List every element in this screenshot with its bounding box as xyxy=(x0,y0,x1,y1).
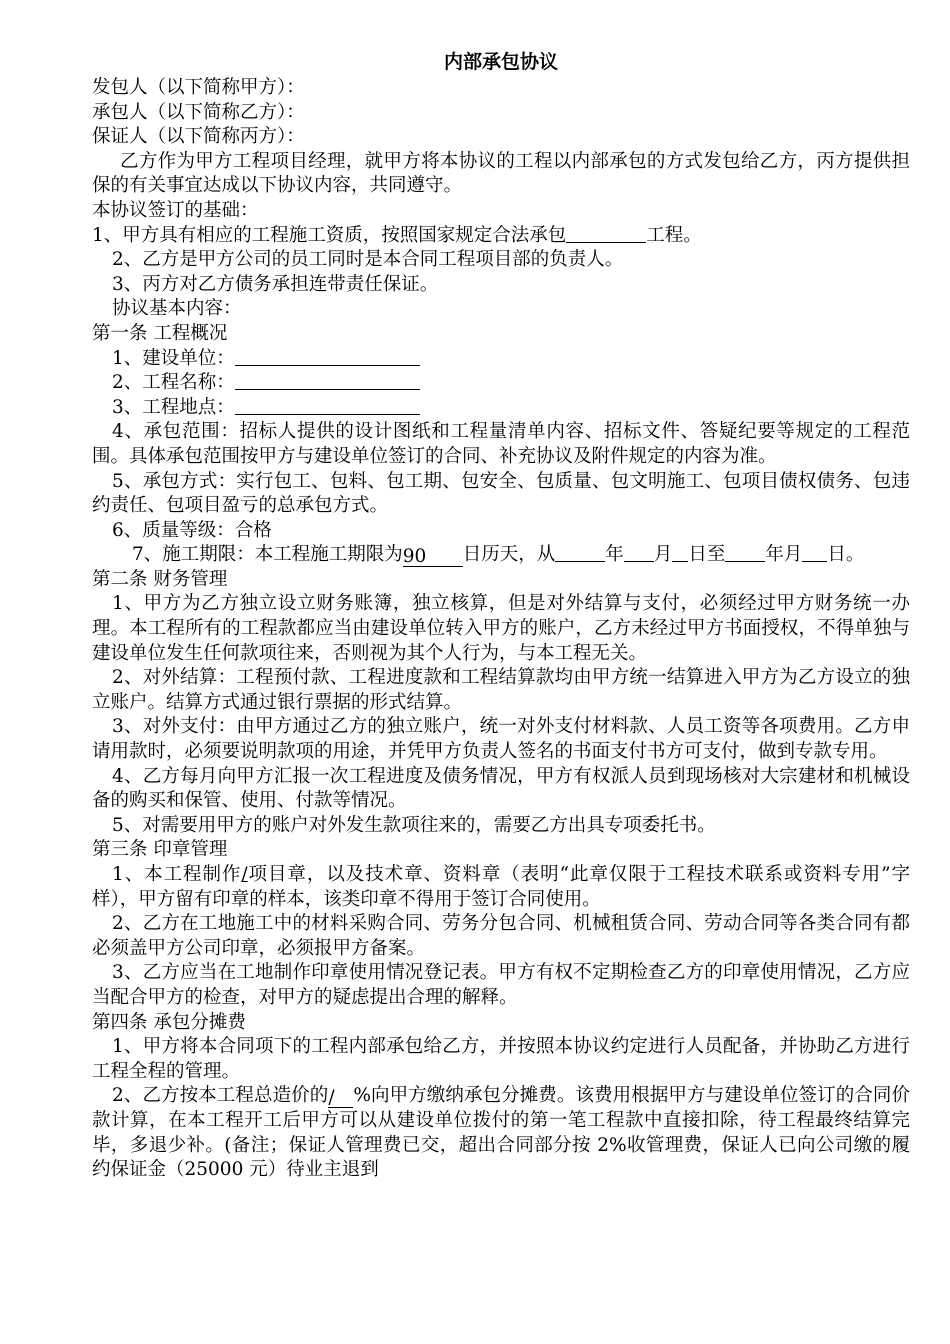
article-3-item-3: 3、乙方应当在工地制作印章使用情况登记表。甲方有权不定期检查乙方的印章使用情况，乙方应当配合甲方的检查，对甲方的疑虑提出合理的解释。 xyxy=(92,962,910,1008)
article-1-heading: 第一条 工程概况 xyxy=(92,322,228,344)
basis-item-1-text: 1、甲方具有相应的工程施工资质，按照国家规定合法承包 xyxy=(92,224,567,246)
start-month-blank xyxy=(624,543,654,562)
end-year-blank xyxy=(725,543,765,562)
article-2-item-2: 2、对外结算：工程预付款、工程进度款和工程结算款均由甲方统一结算进入甲方为乙方设立的独立账户。结算方式通过银行票据的形式结算。 xyxy=(92,667,910,713)
article-3-heading: 第三条 印章管理 xyxy=(92,839,228,861)
basis-item-1 xyxy=(92,224,910,249)
article-1-item-3-label: 3、工程地点： xyxy=(112,396,235,418)
article-1-item-6: 6、质量等级：合格 xyxy=(112,519,272,541)
project-location-blank xyxy=(235,396,420,415)
article-1-item-2-label: 2、工程名称： xyxy=(112,372,235,394)
duration-from-text: 日历天，从 xyxy=(462,544,556,566)
end-day-label: 日。 xyxy=(827,544,865,566)
article-1-item-2 xyxy=(92,371,910,396)
basis-item-2: 2、乙方是甲方公司的员工同时是本合同工程项目部的负责人。 xyxy=(112,249,624,271)
article-3-item-2: 2、乙方在工地施工中的材料采购合同、劳务分包合同、机械租赁合同、劳动合同等各类合同有都必须盖甲方公司印章，必须报甲方备案。 xyxy=(92,913,910,959)
article-1-item-7 xyxy=(92,543,910,568)
article-4-item-1: 1、甲方将本合同项下的工程内部承包给乙方，并按照本协议约定进行人员配备，并协助乙方进行工程全程的管理。 xyxy=(92,1036,910,1082)
seal-text-b: 项目章，以及技术章、资料章（表明“此章仅限于工程技术联系或资料专用”字样），甲方留有印章的样本，该类印章不得用于签订合同使用。 xyxy=(92,864,910,910)
construction-unit-blank xyxy=(235,347,420,366)
seal-text-a: 1、本工程制作 xyxy=(112,864,242,885)
article-1-item-1 xyxy=(92,347,910,372)
article-2-item-5: 5、对需要用甲方的账户对外发生款项往来的，需要乙方出具专项委托书。 xyxy=(112,814,716,836)
end-day-blank xyxy=(802,543,827,562)
article-2-heading: 第二条 财务管理 xyxy=(92,568,228,590)
day-to-label: 日至 xyxy=(688,544,726,566)
document-title: 内部承包协议 xyxy=(443,51,558,73)
end-month-label: 月 xyxy=(783,544,803,566)
fee-percent-mark: / xyxy=(328,1089,353,1108)
start-day-blank xyxy=(672,543,688,562)
fee-text-a: 2、乙方按本工程总造价的 xyxy=(112,1085,329,1107)
duration-text: 7、施工期限：本工程施工期限为 xyxy=(132,544,403,566)
article-1-item-1-label: 1、建设单位： xyxy=(112,347,235,369)
fee-text-b: %向甲方缴纳承包分摊费。该费用根据甲方与建设单位签订的合同价款计算，在本工程开工后甲方可以从建设单位拨付的第一笔工程款中直接扣除，待工程最终结算完毕，多退少补。(备注；保证人管理费已交，超出合同部分按 2%收管理费，保证人已向公司缴的履约保证金（25000 元）待业主退到 xyxy=(92,1085,910,1181)
duration-days: 90 xyxy=(403,548,463,567)
guarantor-line: 保证人（以下简称丙方）： xyxy=(92,126,305,148)
basis-item-1-tail: 工程。 xyxy=(646,224,702,246)
basic-content-heading: 协议基本内容： xyxy=(112,298,242,320)
article-1-item-3 xyxy=(92,396,910,421)
basis-heading: 本协议签订的基础： xyxy=(92,199,259,221)
month-label: 月 xyxy=(653,544,673,566)
party-b-line: 承包人（以下简称乙方）： xyxy=(92,101,305,123)
start-year-blank xyxy=(555,543,605,562)
year-label: 年 xyxy=(605,544,624,566)
project-name-field-blank xyxy=(235,371,420,390)
article-3-item-1 xyxy=(92,863,910,912)
article-2-item-3: 3、对外支付：由甲方通过乙方的独立账户，统一对外支付材料款、人员工资等各项费用。乙方申请用款时，必须要说明款项的用途，并凭甲方负责人签名的书面支付书方可支付，做到专款专用。 xyxy=(92,716,910,763)
article-2-item-4: 4、乙方每月向甲方汇报一次工程进度及债务情况，甲方有权派人员到现场核对大宗建材和机械设备的购买和保管、使用、付款等情况。 xyxy=(92,765,910,812)
article-4-item-2 xyxy=(92,1084,910,1182)
basis-item-3: 3、丙方对乙方债务承担连带责任保证。 xyxy=(112,273,439,295)
party-a-line: 发包人（以下简称甲方）： xyxy=(92,77,305,98)
article-4-heading: 第四条 承包分摊费 xyxy=(92,1011,246,1033)
seal-count-mark: / xyxy=(241,864,248,885)
project-name-blank xyxy=(566,224,646,243)
article-1-item-4: 4、承包范围：招标人提供的设计图纸和工程量清单内容、招标文件、答疑纪要等规定的工程范围。具体承包范围按甲方与建设单位签订的合同、补充协议及附件规定的内容为准。 xyxy=(92,421,910,467)
intro-paragraph: 乙方作为甲方工程项目经理，就甲方将本协议的工程以内部承包的方式发包给乙方，丙方提供担保的有关事宜达成以下协议内容，共同遵守。 xyxy=(92,150,910,197)
end-year-label: 年 xyxy=(765,544,784,566)
article-2-item-1: 1、甲方为乙方独立设立财务账簿，独立核算，但是对外结算与支付，必须经过甲方财务统一办理。本工程所有的工程款都应当由建设单位转入甲方的账户，乙方未经过甲方书面授权，不得单独与建设单位发生任何款项往来，否则视为其个人行为，与本工程无关。 xyxy=(92,593,910,664)
document-page xyxy=(92,50,910,1183)
article-1-item-5: 5、承包方式：实行包工、包料、包工期、包安全、包质量、包文明施工、包项目债权债务、包违约责任、包项目盈亏的总承包方式。 xyxy=(92,470,910,517)
